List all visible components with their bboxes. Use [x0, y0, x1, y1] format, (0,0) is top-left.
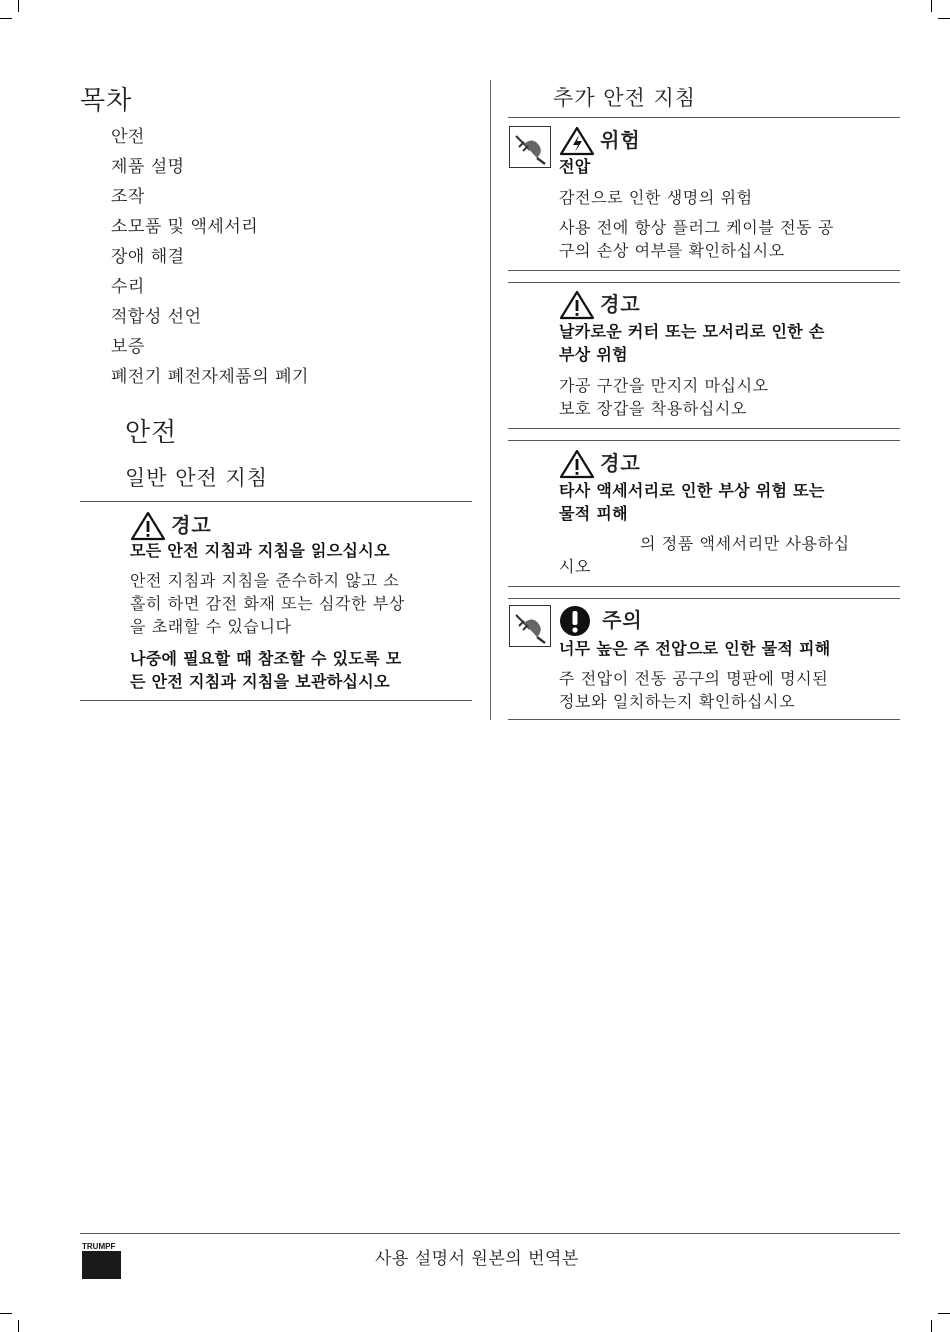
body-line: 주 전압이 전동 공구의 명판에 명시된 [559, 669, 829, 688]
signal-word: 경고 [600, 292, 641, 316]
warning-triangle-icon [559, 290, 595, 324]
body-line: 을 초래할 수 있습니다 [130, 617, 292, 636]
toc-item-disposal[interactable]: 폐전기 폐전자제품의 폐기 [111, 367, 309, 387]
toc-list [111, 122, 309, 392]
divider [508, 586, 900, 587]
signal-word: 경고 [171, 513, 212, 537]
crop-mark [18, 1320, 19, 1332]
toc-item-accessories[interactable]: 소모품 및 액세서리 [111, 217, 259, 237]
divider [508, 117, 900, 118]
keep-line: 든 안전 지침과 지침을 보관하십시오 [130, 672, 390, 691]
body-line: 시오 [559, 557, 592, 576]
warning-triangle-icon [559, 449, 595, 483]
brand-logo-block [82, 1251, 121, 1279]
body-line: 사용 전에 항상 플러그 케이블 전동 공 [559, 218, 834, 237]
column-separator [490, 80, 491, 720]
warning-block-2 [559, 288, 641, 324]
section-title-general: 일반 안전 지침 [125, 466, 269, 490]
body-line: 의 정품 액세서리만 사용하십 [640, 534, 850, 553]
divider [508, 598, 900, 599]
exclamation-circle-icon [559, 605, 591, 641]
caution-heading [559, 604, 643, 641]
caution-body [559, 667, 828, 713]
body-line: 가공 구간을 만지지 마십시오 [559, 376, 769, 395]
divider [80, 700, 472, 701]
crop-mark [18, 0, 19, 12]
body-line: 안전 지침과 지침을 준수하지 않고 소 [130, 571, 400, 590]
hazard-text: 모든 안전 지침과 지침을 읽으십시오 [130, 541, 390, 560]
body-line: 보호 장갑을 착용하십시오 [559, 399, 747, 418]
hazard-text: 전압 [559, 157, 591, 176]
brand-logo: TRUMPF [82, 1242, 116, 1251]
hazard-text [559, 479, 825, 525]
hazard-line: 타사 액세서리로 인한 부상 위험 또는 [559, 481, 825, 500]
toc-item-repair[interactable]: 수리 [111, 277, 145, 297]
divider [508, 282, 900, 283]
toc-item-safety[interactable]: 안전 [111, 127, 145, 147]
signal-word: 위험 [600, 128, 641, 152]
toc-title: 목차 [80, 86, 133, 116]
divider [508, 428, 900, 429]
toc-item-troubleshooting[interactable]: 장애 해결 [111, 247, 185, 267]
body-line: 홀히 하면 감전 화재 또는 심각한 부상 [130, 594, 405, 613]
crop-mark [931, 1320, 932, 1332]
keep-instructions [130, 647, 402, 693]
signal-word: 경고 [600, 451, 641, 475]
toc-item-conformity[interactable]: 적합성 선언 [111, 307, 202, 327]
warning-body [559, 532, 899, 578]
body-line: 정보와 일치하는지 확인하십시오 [559, 692, 796, 711]
hazard-text [559, 320, 825, 366]
toc-item-operation[interactable]: 조작 [111, 187, 145, 207]
divider [80, 501, 472, 502]
section-title-additional: 추가 안전 지침 [553, 86, 697, 110]
warning-block-3 [559, 447, 641, 483]
divider [508, 719, 900, 720]
warning-body [130, 569, 405, 638]
divider [508, 440, 900, 441]
hazard-line: 부상 위험 [559, 345, 628, 364]
crop-mark [0, 18, 12, 19]
hazard-line: 물적 피해 [559, 504, 628, 523]
crop-mark [938, 18, 950, 19]
warning-body [559, 374, 769, 420]
section-title-safety: 안전 [125, 418, 178, 448]
body-line: 구의 손상 여부를 확인하십시오 [559, 241, 785, 260]
hazard-line: 날카로운 커터 또는 모서리로 인한 손 [559, 322, 825, 341]
unplug-icon [509, 605, 551, 647]
crop-mark [0, 1313, 12, 1314]
crop-mark [931, 0, 932, 12]
danger-body-1: 감전으로 인한 생명의 위험 [559, 188, 753, 207]
hazard-text: 너무 높은 주 전압으로 인한 물적 피해 [559, 639, 831, 658]
divider [508, 270, 900, 271]
signal-word: 주의 [602, 608, 643, 632]
toc-item-warranty[interactable]: 보증 [111, 337, 145, 357]
unplug-icon [509, 126, 551, 168]
danger-body-2 [559, 216, 834, 262]
footer-divider [80, 1233, 900, 1234]
crop-mark [938, 1313, 950, 1314]
keep-line: 나중에 필요할 때 참조할 수 있도록 모 [130, 649, 402, 668]
footer-text: 사용 설명서 원본의 번역본 [375, 1249, 579, 1269]
toc-item-product[interactable]: 제품 설명 [111, 157, 185, 177]
